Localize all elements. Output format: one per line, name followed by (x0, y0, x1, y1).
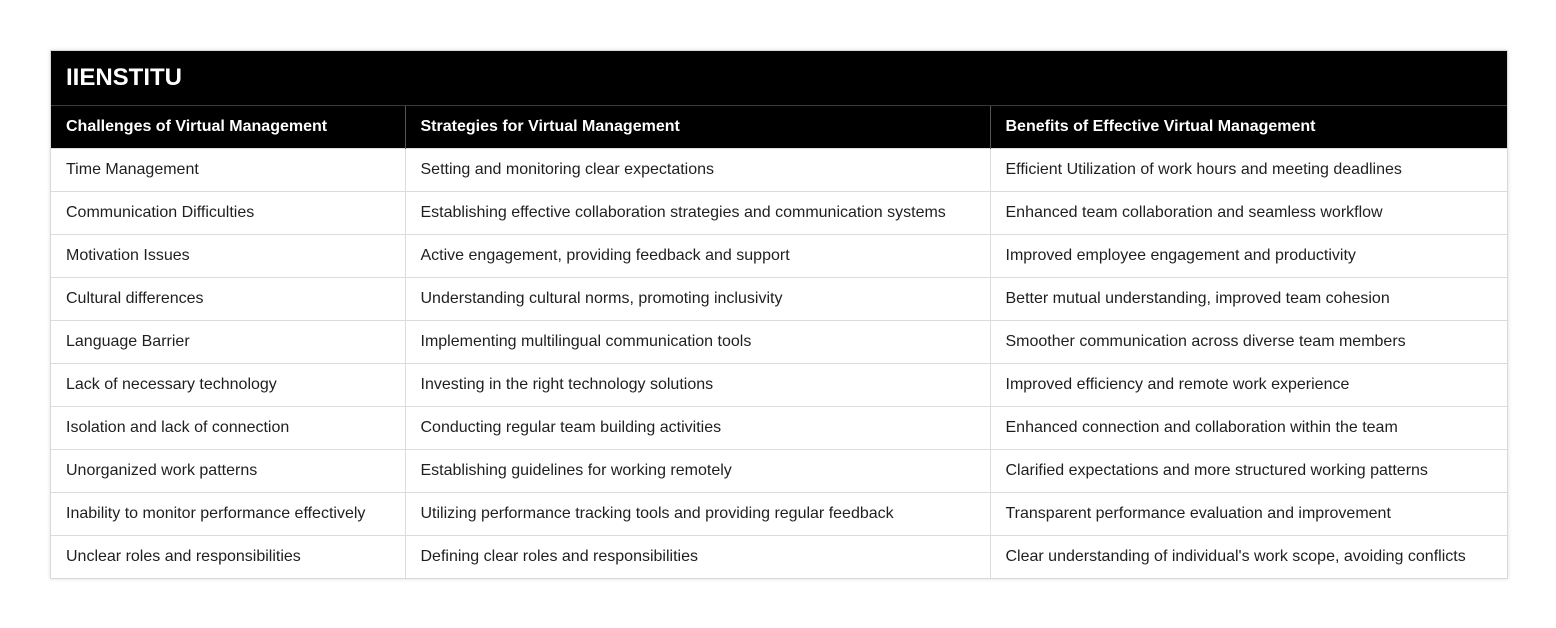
table-cell-benefit: Transparent performance evaluation and improvement (990, 493, 1507, 536)
table-row (51, 407, 1507, 450)
table-cell-challenge: Time Management (51, 149, 405, 192)
table-cell-strategy: Setting and monitoring clear expectations (405, 149, 990, 192)
table-cell-benefit: Enhanced connection and collaboration within the team (990, 407, 1507, 450)
table-body (51, 149, 1507, 579)
table-cell-benefit: Clarified expectations and more structured working patterns (990, 450, 1507, 493)
header-row (51, 106, 1507, 149)
table-cell-challenge: Language Barrier (51, 321, 405, 364)
table-row (51, 493, 1507, 536)
table-cell-benefit: Improved employee engagement and productivity (990, 235, 1507, 278)
column-header-benefits: Benefits of Effective Virtual Management (990, 106, 1507, 149)
table-cell-challenge: Lack of necessary technology (51, 364, 405, 407)
table-row (51, 149, 1507, 192)
table-cell-strategy: Establishing guidelines for working remotely (405, 450, 990, 493)
table-cell-challenge: Motivation Issues (51, 235, 405, 278)
table-cell-benefit: Smoother communication across diverse team members (990, 321, 1507, 364)
table-cell-benefit: Efficient Utilization of work hours and meeting deadlines (990, 149, 1507, 192)
table-cell-strategy: Utilizing performance tracking tools and providing regular feedback (405, 493, 990, 536)
table-cell-benefit: Improved efficiency and remote work experience (990, 364, 1507, 407)
column-header-challenges: Challenges of Virtual Management (51, 106, 405, 149)
table-cell-strategy: Establishing effective collaboration strategies and communication systems (405, 192, 990, 235)
table-row (51, 364, 1507, 407)
table-cell-challenge: Unorganized work patterns (51, 450, 405, 493)
table-cell-challenge: Isolation and lack of connection (51, 407, 405, 450)
table-cell-strategy: Active engagement, providing feedback and support (405, 235, 990, 278)
table-cell-challenge: Inability to monitor performance effectively (51, 493, 405, 536)
table-cell-strategy: Conducting regular team building activities (405, 407, 990, 450)
table-cell-strategy: Implementing multilingual communication tools (405, 321, 990, 364)
table-cell-challenge: Cultural differences (51, 278, 405, 321)
table-cell-strategy: Understanding cultural norms, promoting inclusivity (405, 278, 990, 321)
table-cell-challenge: Communication Difficulties (51, 192, 405, 235)
table-row (51, 321, 1507, 364)
table-title: IIENSTITU (51, 51, 1507, 106)
table-row (51, 536, 1507, 579)
column-header-strategies: Strategies for Virtual Management (405, 106, 990, 149)
data-table-container (50, 50, 1508, 579)
table-cell-benefit: Better mutual understanding, improved team cohesion (990, 278, 1507, 321)
table-row (51, 450, 1507, 493)
table-cell-benefit: Clear understanding of individual's work scope, avoiding conflicts (990, 536, 1507, 579)
table-cell-benefit: Enhanced team collaboration and seamless workflow (990, 192, 1507, 235)
table-cell-challenge: Unclear roles and responsibilities (51, 536, 405, 579)
table-cell-strategy: Investing in the right technology solutions (405, 364, 990, 407)
table-row (51, 235, 1507, 278)
table-row (51, 278, 1507, 321)
table-header (51, 106, 1507, 149)
table-row (51, 192, 1507, 235)
table-cell-strategy: Defining clear roles and responsibilities (405, 536, 990, 579)
data-table (51, 106, 1507, 578)
